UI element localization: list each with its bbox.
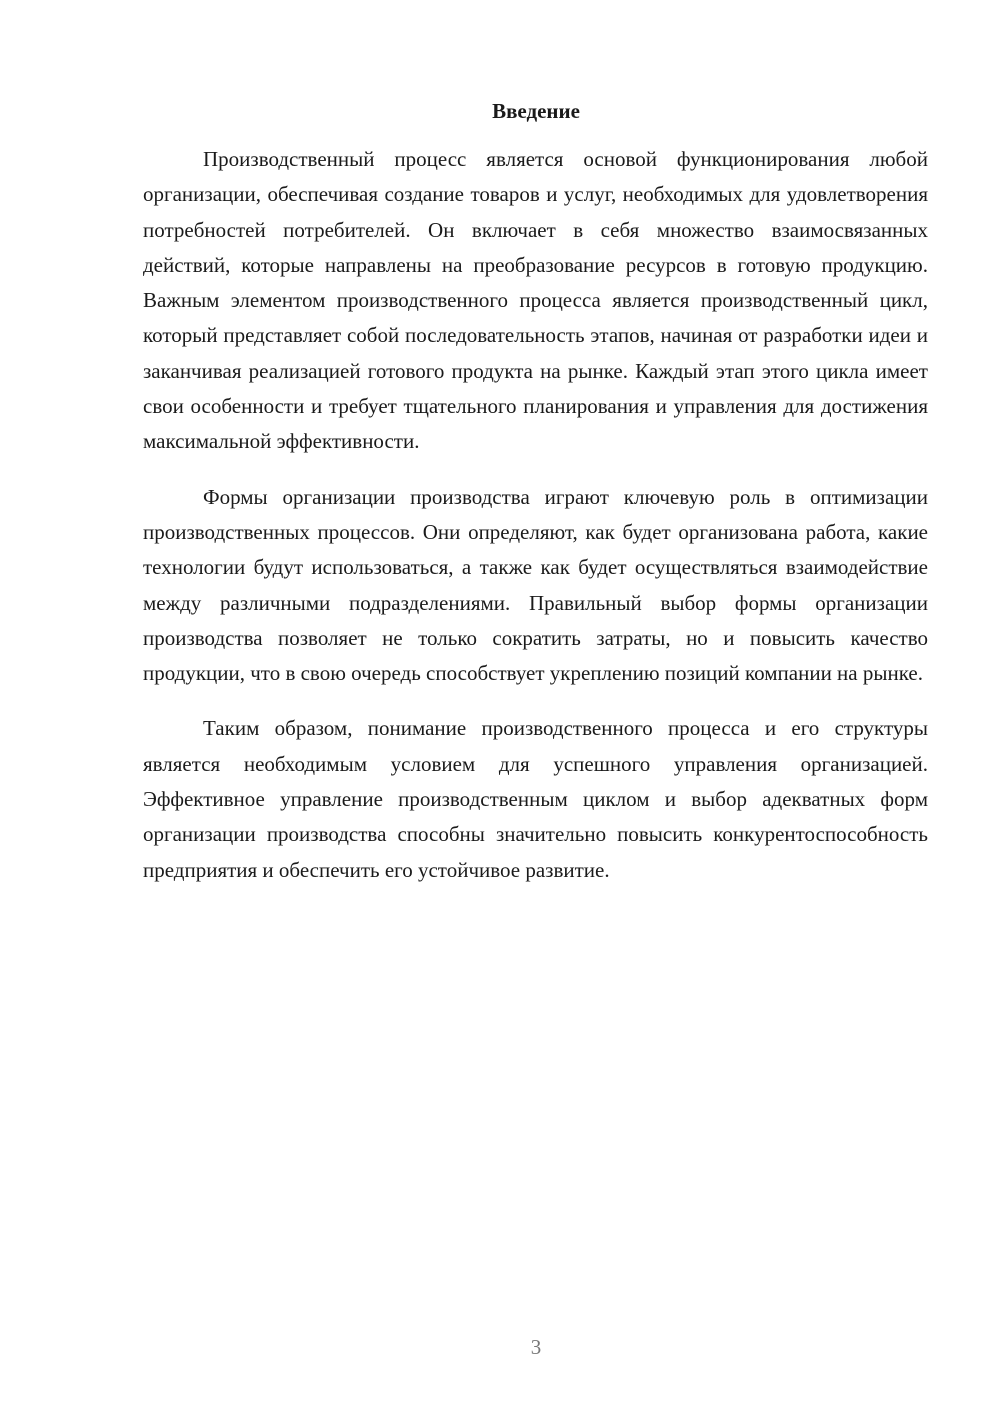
paragraph-2: Формы организации производства играют ключевую роль в оптимизации производственных процессов. Они определяют, как будет организована работа, какие технологии будут использоваться, а также как будет осуществляться взаимодействие между различными подразделениями. Правильный выбор формы организации производства позволяет не только сократить затраты, но и повысить качество продукции, что в свою очередь способствует укреплению позиций компании на рынке. bbox=[143, 484, 928, 686]
paragraph-3: Таким образом, понимание производственного процесса и его структуры является необходимым условием для успешного управления организацией. Эффективное управление производственным циклом и выбор адекватных форм организации производства способны значительно повысить конкурентоспособность предприятия и обеспечить его устойчивое развитие. bbox=[143, 716, 928, 882]
page-number: 3 bbox=[530, 1335, 542, 1359]
document-body bbox=[143, 142, 928, 908]
section-title: Введение bbox=[492, 99, 580, 123]
paragraph-1: Производственный процесс является основой функционирования любой организации, обеспечивая создание товаров и услуг, необходимых для удовлетворения потребностей потребителей. Он включает в себя множество взаимосвязанных действий, которые направлены на преобразование ресурсов в готовую продукцию. Важным элементом производственного процесса является производственный цикл, который представляет собой последовательность этапов, начиная от разработки идеи и заканчивая реализацией готового продукта на рынке. Каждый этап этого цикла имеет свои особенности и требует тщательного планирования и управления для достижения максимальной эффективности. bbox=[143, 147, 928, 454]
